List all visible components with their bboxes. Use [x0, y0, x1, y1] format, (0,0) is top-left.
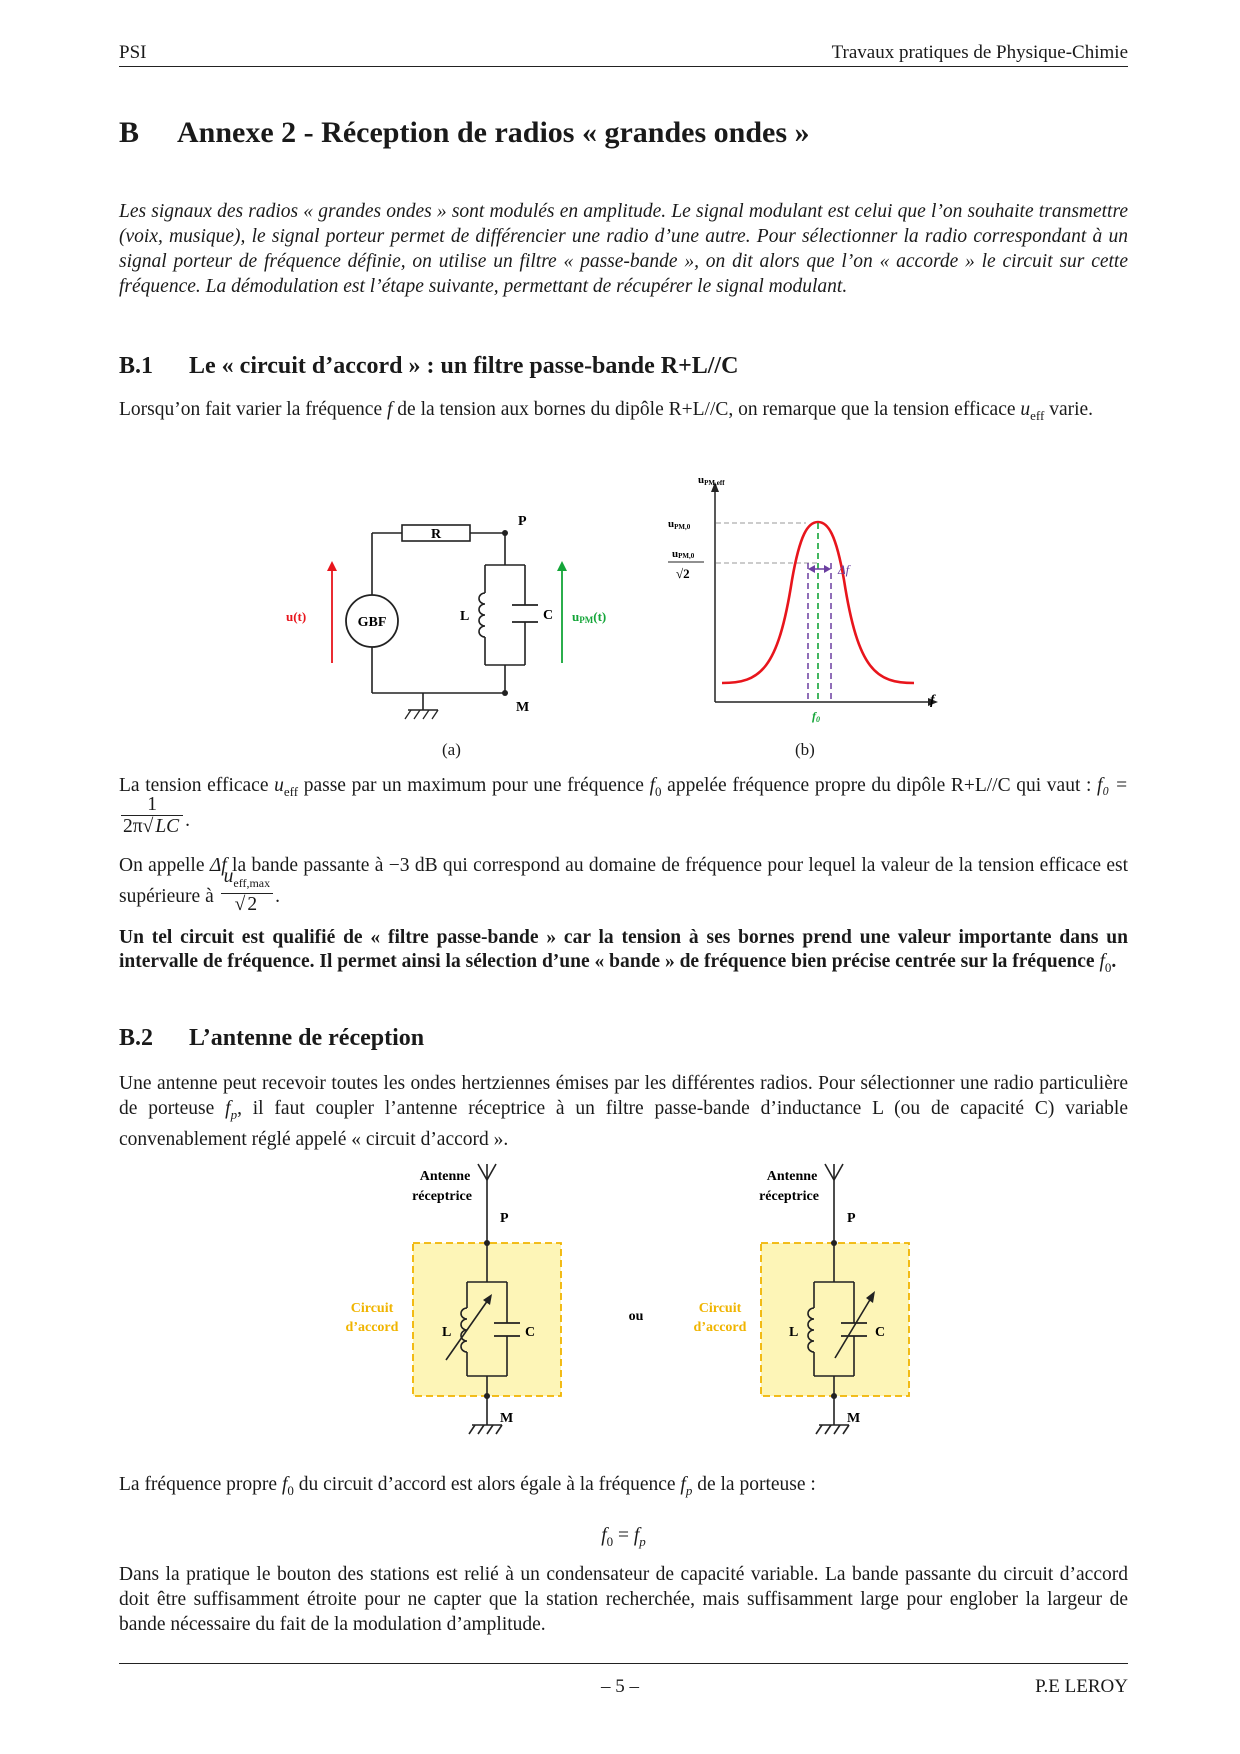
b1-paragraph-3: On appelle Δf la bande passante à −3 dB qui correspond au domaine de fréquence pour lequel la valeur de la tension efficace est supérieure à $\frac{u_{eff,max}}{√ 2}$ . — [119, 855, 1129, 915]
x-axis-label: f — [930, 693, 935, 708]
eq-fraction — [121, 795, 183, 838]
math-p: p — [639, 1533, 646, 1549]
gbf-label: GBF — [357, 615, 387, 630]
header-right: Travaux pratiques de Physique-Chimie — [831, 42, 1128, 63]
b2-paragraph-3: Dans la pratique le bouton des stations est relié à un condensateur de capacité variable. La bande passante du circuit d’accord doit être suffisamment étroite pour ne capter que la station recherchée, mais suffisamment large pour englober la largeur de bande nécessaire du fait de la modulation d’amplitude. — [119, 1564, 1128, 1635]
b1-p3-b: la bande passante à −3 dB qui correspond au domaine de fréquence pour lequel la valeur de la tension efficace est supérieure à — [119, 855, 1129, 907]
b1-p1-a: Lorsqu’on fait varier la fréquence — [119, 399, 383, 420]
section-title — [119, 116, 810, 150]
ground-symbol — [405, 710, 438, 719]
node-p-left — [484, 1240, 490, 1246]
eq-denominator: 2π√ LC — [123, 815, 180, 837]
b1-p2-c: appelée fréquence propre du dipôle R+L//C qui vaut : — [667, 775, 1092, 796]
delta-f-label: Δf — [838, 562, 850, 577]
b1-bold-paragraph: Un tel circuit est qualifié de « filtre passe-bande » car la tension à ses bornes prend une valeur importante dans un intervalle de fréquence. Il permet ainsi la sélection d’une « bande » de fréquence bien précise centrée sur la fréquence $f_0$. — [119, 927, 1128, 975]
math-zero: 0 — [655, 783, 662, 799]
math-fp: f — [225, 1098, 231, 1119]
node-m-label: M — [516, 700, 530, 715]
circuit-label-right-1: Circuit — [698, 1301, 742, 1316]
f0-axis-label: f0 — [812, 709, 820, 724]
figure-b-resonance-curve — [660, 470, 950, 730]
ratio-numerator — [221, 867, 274, 894]
ratio-denominator: √ 2 — [234, 893, 258, 915]
ratio-u: u — [223, 866, 234, 887]
math-equals: = — [618, 1525, 629, 1546]
node-p-label: P — [518, 514, 527, 529]
subsection-b1-number: B.1 — [119, 353, 154, 379]
eq-den-pre: 2π — [123, 815, 143, 837]
math-eff: eff — [1030, 407, 1045, 423]
b1-p3-a: On appelle — [119, 855, 205, 876]
ratio-sub: eff,max — [233, 875, 271, 890]
circuit-variable-c — [694, 1164, 909, 1434]
m-label-left: M — [500, 1411, 514, 1426]
math-eff: eff — [283, 783, 299, 799]
b2-p1-b: , il faut coupler l’antenne réceptrice à un filtre passe-bande d’inductance L (ou de capacité C) variable convenablement réglé appelé « circuit d’accord ». — [119, 1098, 1128, 1150]
antenna-label-left-2: réceptrice — [412, 1189, 472, 1204]
l-label-left: L — [442, 1325, 452, 1340]
math-f0: f — [649, 775, 656, 796]
math-u: u — [274, 775, 284, 796]
b2-paragraph-1 — [119, 1071, 1128, 1152]
p-label-left: P — [500, 1211, 509, 1226]
inductor-label: L — [460, 609, 470, 624]
subsection-b2-title — [119, 1025, 424, 1052]
math-f0: f — [1099, 951, 1105, 972]
section-number: B — [119, 116, 140, 149]
subsection-b2-text: L’antenne de réception — [189, 1025, 425, 1051]
p-label-right: P — [847, 1211, 856, 1226]
eq-den-root: LC — [155, 815, 180, 837]
b2-paragraph-2 — [119, 1472, 1128, 1503]
circuit-variable-l — [346, 1164, 561, 1434]
footer-author: P.E LEROY — [1035, 1676, 1128, 1697]
b2-p1: Une antenne peut recevoir toutes les ondes hertziennes émises par les différentes radios. Pour sélectionner une radio particulière de porteuse — [119, 1073, 1128, 1119]
math-fp: f — [633, 1525, 640, 1546]
resistor-label: R — [430, 527, 442, 542]
intro-paragraph: Les signaux des radios « grandes ondes » sont modulés en amplitude. Le signal modulant est celui que l’on souhaite transmettre (voix, musique), le signal porteur permet de différencier une radio d’une autre. Pour sélectionner la radio correspondant à un signal porteur de fréquence définie, on utilise un filtre « passe-bande », on dit alors que l’on « accorde » le circuit sur cette fréquence. La démodulation est l’étape suivante, permettant de récupérer le signal modulant. — [119, 201, 1128, 297]
math-f: f — [387, 399, 393, 420]
subsection-b1-title — [119, 353, 738, 380]
math-fp: f — [680, 1474, 686, 1495]
b2-p2-a: La fréquence propre — [119, 1474, 278, 1495]
math-f0: f — [281, 1474, 288, 1495]
header-left: PSI — [119, 42, 147, 63]
b1-paragraph-1 — [119, 397, 1128, 428]
math-zero: 0 — [606, 1533, 614, 1549]
math-f0: f — [601, 1525, 607, 1546]
circuit-label-left-1: Circuit — [350, 1301, 394, 1316]
node-m-left — [484, 1393, 490, 1399]
y-axis-label: uPM,eff — [698, 474, 725, 487]
node-m-right — [831, 1393, 837, 1399]
page-number: – 5 – — [601, 1676, 639, 1697]
u-pm-label: uPM(t) — [572, 609, 607, 625]
b1-paragraph-2: La tension efficace $u_{eff}$ passe par un maximum pour une fréquence $f_0$ appelée fréquence propre du dipôle R+L//C qui vaut : f₀ = $\frac{1}{2\pi√ LC}$ . — [119, 775, 1129, 837]
l-label-right: L — [789, 1325, 799, 1340]
math-delta-f: Δf — [209, 855, 227, 876]
c-label-left: C — [525, 1325, 536, 1340]
b2-p2-b: du circuit d’accord est alors égale à la fréquence — [298, 1474, 676, 1495]
delta-f-arrowhead-right — [824, 565, 831, 573]
b2-p2-c: de la porteuse : — [697, 1474, 816, 1495]
b1-p1-b: de la tension aux bornes du dipôle R+L//C, on remarque que la tension efficace — [397, 399, 1016, 420]
b1-p2-a: La tension efficace — [119, 775, 269, 796]
node-p — [502, 530, 508, 536]
math-u: u — [1020, 399, 1031, 420]
subsection-b2-number: B.2 — [119, 1025, 154, 1051]
inductor-coil — [479, 593, 485, 637]
node-m — [502, 690, 508, 696]
u-t-arrowhead — [327, 561, 337, 571]
math-zero: 0 — [287, 1482, 294, 1498]
b2-equation — [119, 1523, 1128, 1554]
ratio-fraction — [221, 867, 274, 916]
b1-bold-text: Un tel circuit est qualifié de « filtre passe-bande » car la tension à ses bornes prend une valeur importante dans un intervalle de fréquence. Il permet ainsi la sélection d’une « bande » de fréquence bien précise centrée sur la fréquence — [119, 927, 1128, 972]
circuit-box-right — [761, 1243, 909, 1396]
u0-root2-den: √2 — [676, 566, 690, 581]
section-title-text: Annexe 2 - Réception de radios « grandes ondes » — [177, 116, 810, 149]
u-pm-arrowhead — [557, 561, 567, 571]
figure-b-caption: (b) — [795, 740, 815, 759]
math-zero: 0 — [1104, 959, 1112, 975]
b1-p1-c: varie. — [1049, 399, 1094, 420]
antenna-label-left-1: Antenne — [419, 1169, 471, 1184]
delta-f-arrowhead-left — [808, 565, 815, 573]
antenna-label-right-1: Antenne — [766, 1169, 818, 1184]
figure-a-caption: (a) — [442, 740, 461, 759]
figure-a-circuit — [280, 505, 630, 725]
ratio-den: 2 — [247, 893, 258, 915]
capacitor-label: C — [543, 608, 554, 623]
m-label-right: M — [847, 1411, 861, 1426]
or-label: ou — [628, 1309, 644, 1324]
eq-numerator: 1 — [121, 795, 183, 816]
u0-root2-num: uPM,0 — [672, 548, 695, 560]
math-p: p — [230, 1106, 238, 1122]
subsection-b1-text: Le « circuit d’accord » : un filtre passe-bande R+L//C — [189, 353, 739, 379]
figure-tuning-circuits — [330, 1160, 930, 1450]
circuit-label-right-2: d’accord — [693, 1320, 747, 1335]
page-header — [119, 40, 1128, 67]
u-t-label: u(t) — [286, 609, 307, 624]
b1-p2-b: passe par un maximum pour une fréquence — [303, 775, 644, 796]
u0-label: uPM,0 — [668, 518, 691, 531]
eq-lhs: f₀ = — [1097, 775, 1129, 796]
antenna-label-right-2: réceptrice — [759, 1189, 819, 1204]
node-p-right — [831, 1240, 837, 1246]
c-label-right: C — [875, 1325, 886, 1340]
footer-rule — [119, 1663, 1128, 1664]
math-p: p — [685, 1482, 693, 1498]
circuit-label-left-2: d’accord — [345, 1320, 399, 1335]
